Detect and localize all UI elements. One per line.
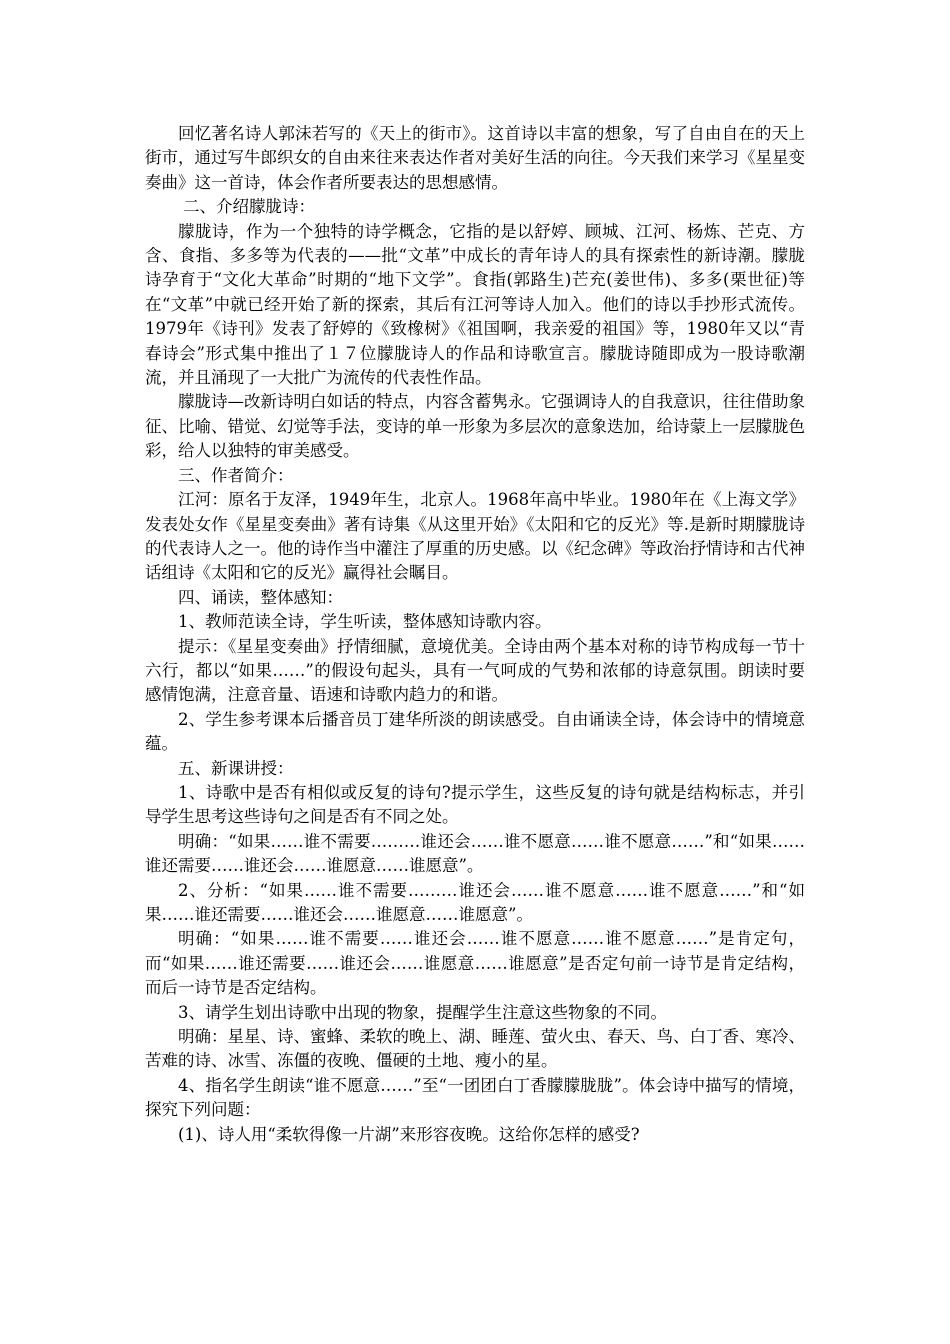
reading-step-1: 1、教师范读全诗，学生听读，整体感知诗歌内容。 — [178, 612, 552, 632]
author-bio-paragraph: 江河：原名于友泽，1949年生，北京人。1968年高中毕业。1980年在《上海文学》发表处女作《星星变奏曲》著有诗集《从这里开始》《太阳和它的反光》等.是新时期朦胧诗的代表诗人之一。他的诗作当中灌注了厚重的历史感。以《纪念碑》等政治抒情诗和古代神话组诗《太阳和它的反光》赢得社会瞩目。 — [145, 490, 805, 583]
lesson-question-2: 2、分析：“如果……谁不需要………谁还会……谁不愿意……谁不愿意……”和“如果……谁还需要……谁还会……谁愿意……谁愿意”。 — [145, 880, 805, 924]
menglong-features-paragraph: 朦胧诗—改新诗明白如话的特点，内容含蓄隽永。它强调诗人的自我意识，往往借助象征、比喻、错觉、幻觉等手法，变诗的单一形象为多层次的意象迭加，给诗蒙上一层朦胧色彩，给人以独特的审美感受。 — [145, 392, 805, 461]
lesson-answer-1: 明确：“如果……谁不需要………谁还会……谁不愿意……谁不愿意……”和“如果……谁还需要……谁还会……谁愿意……谁愿意”。 — [145, 831, 805, 876]
lesson-subquestion-1: (1)、诗人用“柔软得像一片湖”来形容夜晚。这给你怎样的感受? — [178, 1124, 640, 1144]
lesson-question-1: 1、诗歌中是否有相似或反复的诗句?提示学生，这些反复的诗句就是结构标志，并引导学生思考这些诗句之间是否有不同之处。 — [145, 782, 805, 827]
menglong-definition-paragraph: 朦胧诗，作为一个独特的诗学概念，它指的是以舒婷、顾城、江河、杨炼、芒克、方含、食指、多多等为代表的——批“文革”中成长的青年诗人的具有探索性的新诗潮。朦胧诗孕育于“文化大革命”时期的“地下文学”。食指(郭路生)芒充(姜世伟)、多多(栗世征)等在“文革”中就已经开始了新的探索，其后有江河等诗人加入。他们的诗以手抄形式流传。1979年《诗刊》发表了舒婷的《致橡树》《祖国啊，我亲爱的祖国》等，1980年又以“青春诗会”形式集中推出了１７位朦胧诗人的作品和诗歌宣言。朦胧诗随即成为一股诗歌潮流，并且涌现了一大批广为流传的代表性作品。 — [145, 221, 805, 388]
reading-step-2: 2、学生参考课本后播音员丁建华所淡的朗读感受。自由诵读全诗，体会诗中的情境意蕴。 — [145, 709, 805, 754]
document-body — [145, 122, 805, 1147]
lesson-answer-2: 明确：“如果……谁不需要……谁还会……谁不愿意……谁不愿意……”是肯定句，而“如果……谁还需要……谁还会……谁愿意……谁愿意”是否定句前一诗节是肯定结构，而后一诗节是否定结构。 — [145, 929, 805, 998]
reading-tip-paragraph: 提示：《星星变奏曲》抒情细腻，意境优美。全诗由两个基本对称的诗节构成每一节十六行，都以“如果……”的假设句起头，具有一气呵成的气势和浓郁的诗意氛围。朗读时要感情饱满，注意音量、语速和诗歌内趋力的和谐。 — [145, 636, 805, 705]
lesson-question-4: 4、指名学生朗读“谁不愿意……”至“一团团白丁香朦朦胧胧”。体会诗中描写的情境，探究下列问题： — [145, 1075, 805, 1120]
section-heading-menglong-poetry: 二、介绍朦胧诗： — [182, 197, 315, 217]
intro-paragraph: 回忆著名诗人郭沫若写的《天上的街市》。这首诗以丰富的想象，写了自由自在的天上街市，通过写牛郎织女的自由来往来表达作者对美好生活的向往。今天我们来学习《星星变奏曲》这一首诗，体会作者所要表达的思想感情。 — [145, 124, 805, 192]
lesson-answer-3: 明确：星星、诗、蜜蜂、柔软的晚上、湖、睡莲、萤火虫、春天、鸟、白丁香、寒冷、苦难的诗、冰雪、冻僵的夜晚、僵硬的土地、瘦小的星。 — [145, 1027, 805, 1071]
lesson-question-3: 3、请学生划出诗歌中出现的物象，提醒学生注意这些物象的不同。 — [178, 1002, 667, 1022]
section-heading-author: 三、作者简介： — [178, 465, 294, 485]
section-heading-reading: 四、诵读，整体感知： — [178, 587, 343, 607]
section-heading-lesson: 五、新课讲授： — [178, 758, 294, 778]
